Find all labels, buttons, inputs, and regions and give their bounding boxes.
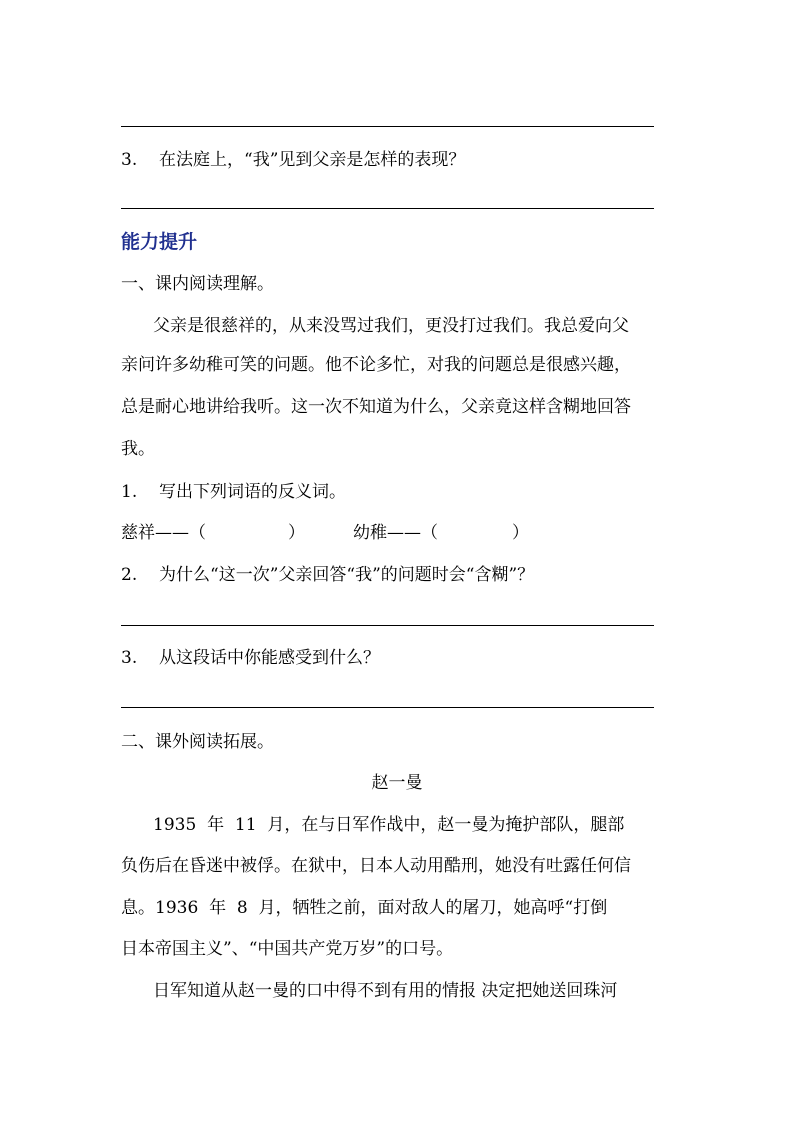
answer-line[interactable] <box>121 208 654 209</box>
answer-line[interactable] <box>121 126 654 127</box>
question-number: 3. <box>121 648 138 668</box>
antonym-item-2-label: 幼稚——（ <box>353 523 438 543</box>
question-1 <box>121 481 684 503</box>
antonym-row <box>121 522 684 544</box>
question-number: 1. <box>121 482 138 502</box>
part1-heading: 一、课内阅读理解。 <box>121 274 274 294</box>
question-number: 2. <box>121 565 138 585</box>
question-2 <box>121 564 684 586</box>
question-3 <box>121 647 684 669</box>
passage-line: 日军知道从赵一曼的口中得不到有用的情报 决定把她送回珠河 <box>153 981 618 1001</box>
question-text: 为什么“这一次”父亲回答“我”的问题时会“含糊”？ <box>159 565 535 585</box>
question-3-top <box>121 149 684 171</box>
question-text: 写出下列词语的反义词。 <box>159 482 346 502</box>
question-number: 3. <box>121 150 138 170</box>
answer-line[interactable] <box>121 707 654 708</box>
passage-title: 赵一曼 <box>371 773 423 793</box>
section-title: 能力提升 <box>121 231 198 253</box>
part2-heading: 二、课外阅读拓展。 <box>121 732 274 752</box>
passage-line: 1935 年 11 月，在与日军作战中，赵一曼为掩护部队，腿部 <box>153 815 625 835</box>
passage-line: 总是耐心地讲给我听。这一次不知道为什么，父亲竟这样含糊地回答 <box>121 397 631 417</box>
antonym-item-1-label: 慈祥——（ <box>121 523 206 543</box>
antonym-item-2-close: ） <box>512 523 529 543</box>
answer-line[interactable] <box>121 625 654 626</box>
passage-line: 我。 <box>121 439 155 459</box>
passage-line: 日本帝国主义”、“中国共产党万岁”的口号。 <box>121 939 454 959</box>
passage-line: 负伤后在昏迷中被俘。在狱中，日本人动用酷刑，她没有吐露任何信 <box>121 856 631 876</box>
question-text: 在法庭上，“我”见到父亲是怎样的表现？ <box>159 150 466 170</box>
passage-line: 亲问许多幼稚可笑的问题。他不论多忙，对我的问题总是很感兴趣， <box>121 355 631 375</box>
question-text: 从这段话中你能感受到什么？ <box>159 648 380 668</box>
passage-line: 息。1936 年 8 月，牺牲之前，面对敌人的屠刀，她高呼“打倒 <box>121 898 608 918</box>
antonym-item-1-close: ） <box>288 523 305 543</box>
passage-line: 父亲是很慈祥的，从来没骂过我们，更没打过我们。我总爱向父 <box>153 316 629 336</box>
